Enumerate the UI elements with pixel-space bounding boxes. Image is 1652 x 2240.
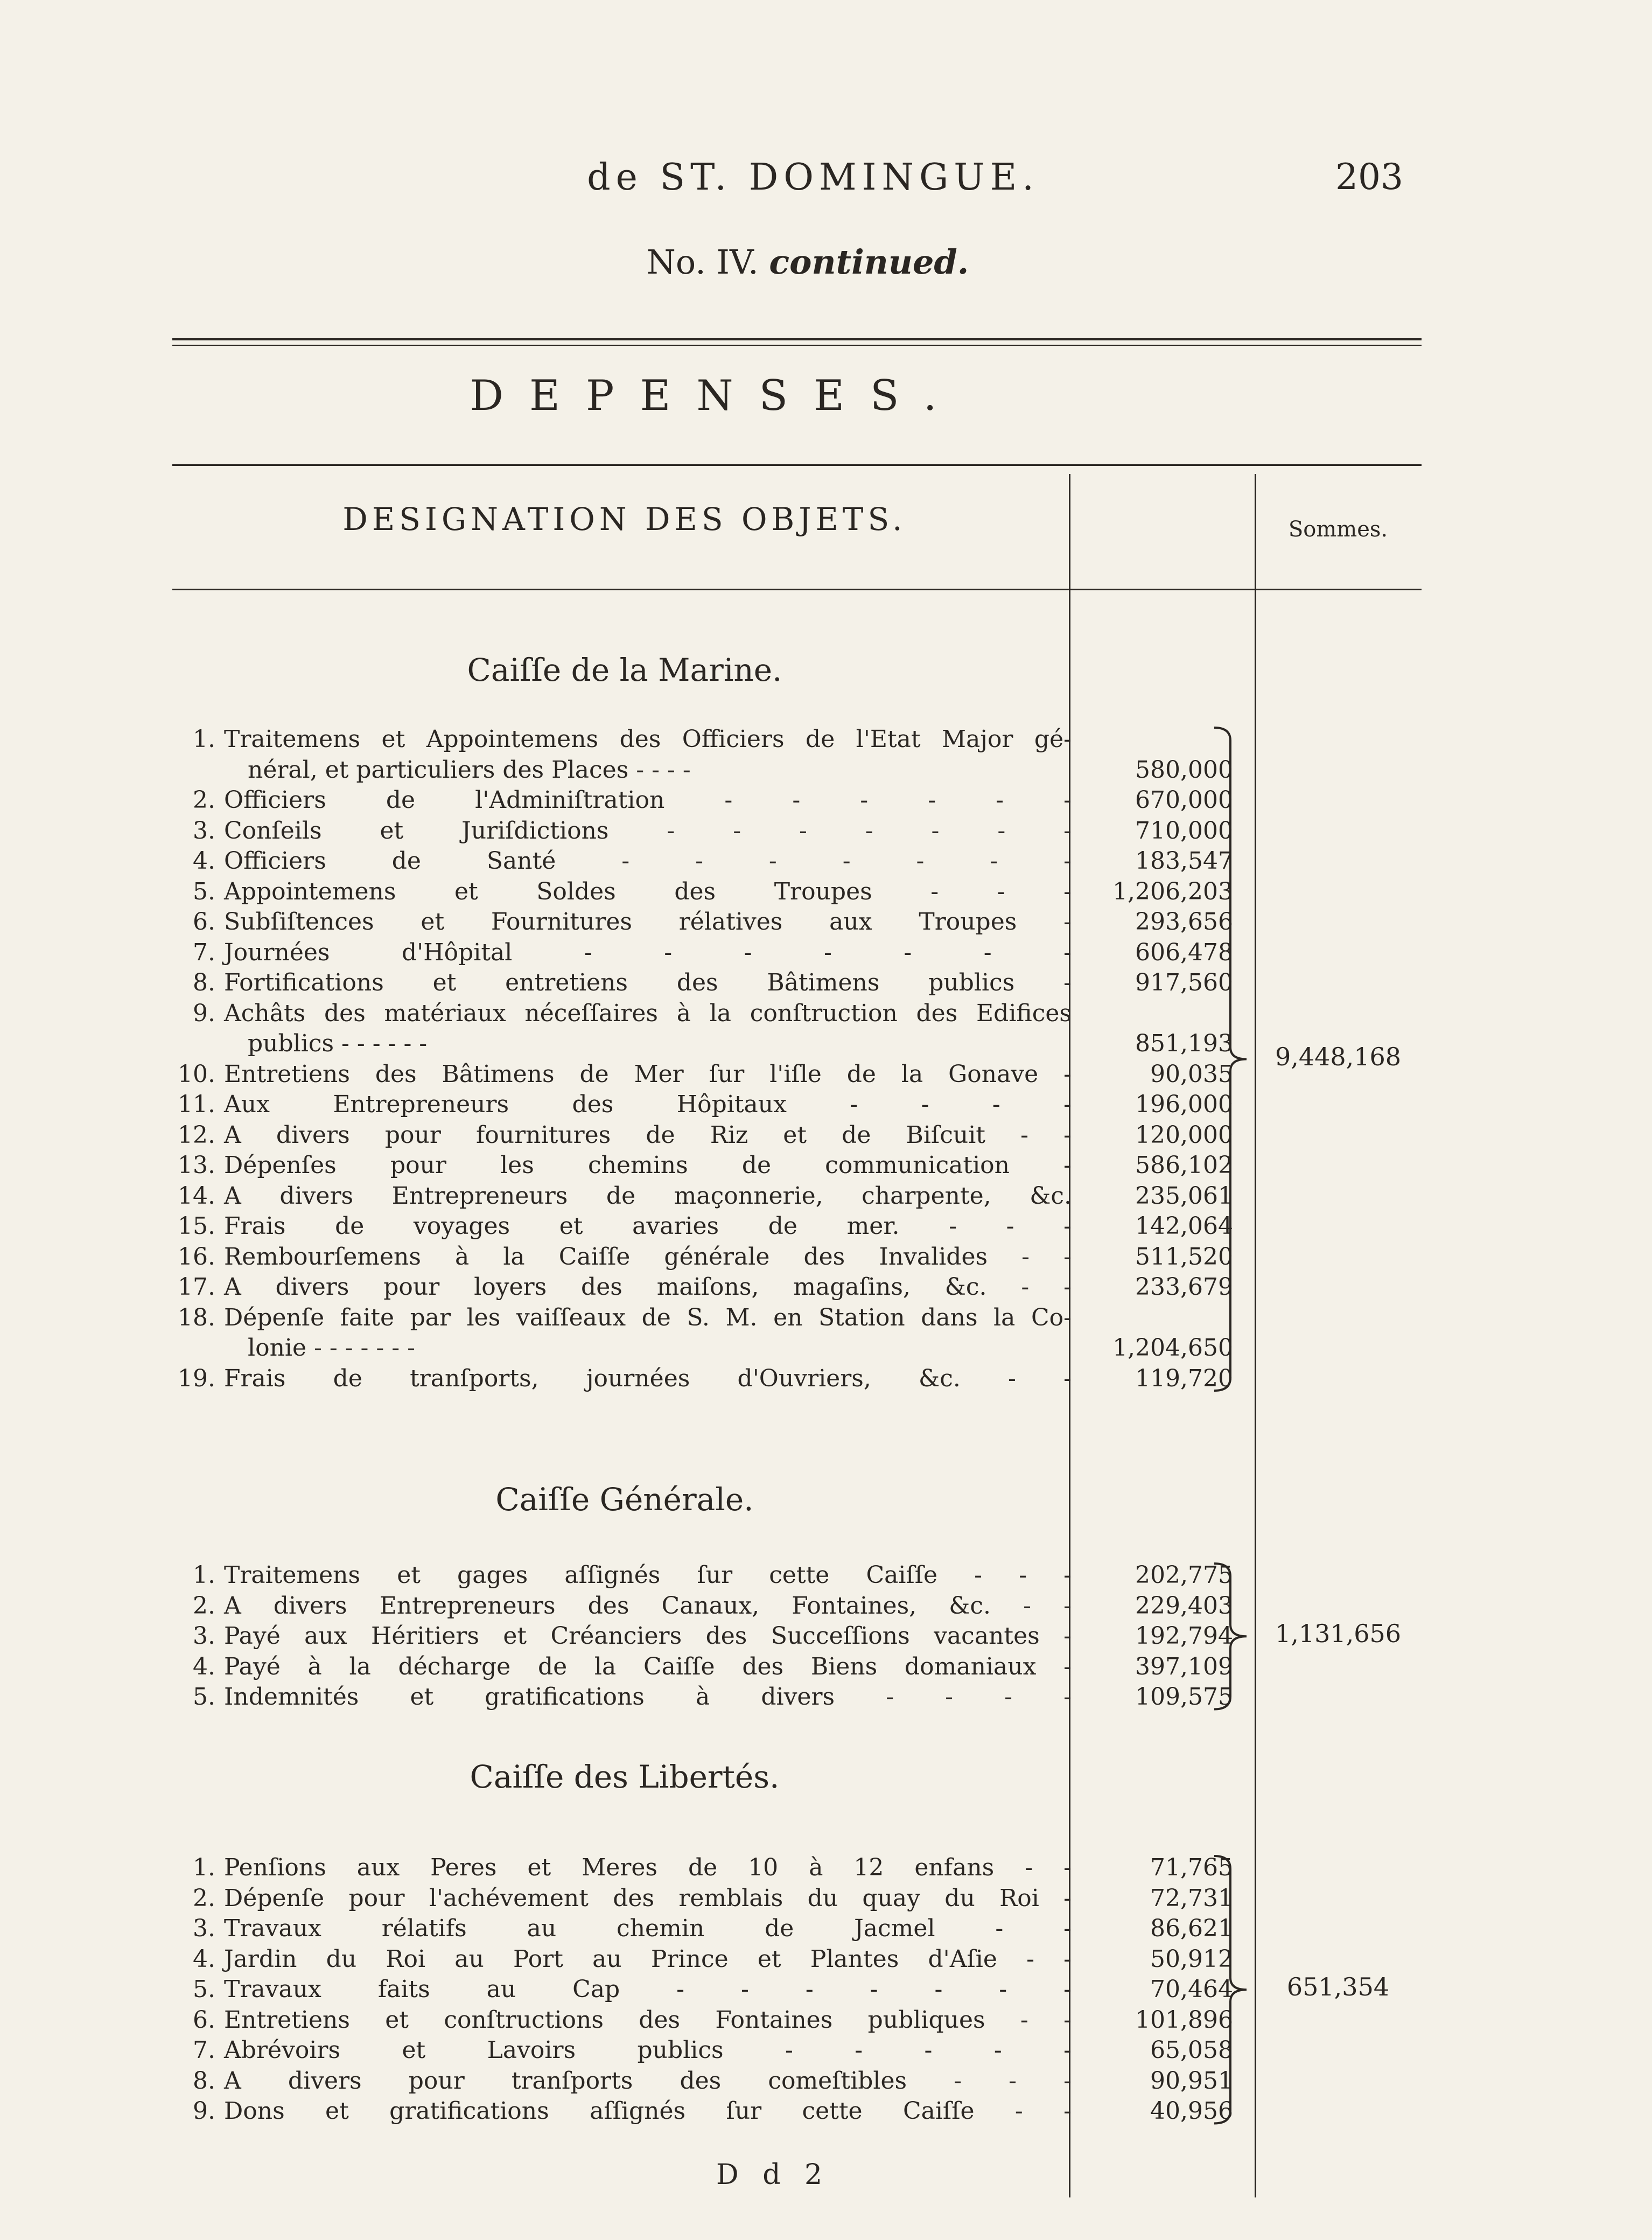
group-heading: Caiſſe Générale. — [495, 1481, 754, 1518]
item-number: 4. — [193, 1652, 215, 1680]
item-number: 1. — [193, 1561, 215, 1589]
item-description: Appointemens et Soldes des Troupes - - - — [224, 877, 1072, 905]
item-amount: 580,000 — [1135, 756, 1233, 784]
item-amount: 86,621 — [1150, 1915, 1233, 1942]
page-number: 203 — [1335, 156, 1403, 198]
item-description: Aux Entrepreneurs des Hôpitaux - - - - — [224, 1091, 1072, 1118]
sums-column-header: Sommes. — [1288, 517, 1388, 542]
item-number: 7. — [193, 2036, 215, 2064]
header-rule — [172, 589, 1422, 590]
table-number-label: No. IV. — [646, 242, 759, 282]
ledger-row — [172, 1974, 1233, 2005]
table-number — [619, 242, 996, 282]
item-number: 3. — [193, 1915, 215, 1942]
item-number: 1. — [193, 1854, 215, 1881]
item-amount: 120,000 — [1135, 1121, 1233, 1149]
item-amount: 71,765 — [1150, 1854, 1233, 1881]
section-title: DEPENSES. — [470, 372, 963, 420]
ledger-row — [172, 755, 1233, 785]
item-description: néral, et particuliers des Places - - - - — [248, 756, 691, 784]
item-description: Traitemens et gages aſſignés ſur cette Caiſſe - - - — [224, 1561, 1072, 1589]
item-number: 6. — [193, 908, 215, 936]
ledger-row — [172, 724, 1072, 755]
item-amount: 1,204,650 — [1112, 1334, 1233, 1362]
designation-column-header: DESIGNATION DES OBJETS. — [342, 501, 907, 538]
item-amount: 90,035 — [1150, 1060, 1233, 1088]
ledger-row — [172, 1272, 1233, 1302]
ledger-row — [172, 1853, 1233, 1883]
item-description: Dons et gratifications aſſignés ſur cette Caiſſe - - — [224, 2097, 1072, 2125]
group-heading: Caiſſe de la Marine. — [467, 652, 782, 688]
item-amount: 109,575 — [1135, 1683, 1233, 1711]
ledger-row — [172, 816, 1233, 846]
item-number: 5. — [193, 1976, 215, 2003]
item-amount: 70,464 — [1150, 1976, 1233, 2003]
item-amount: 65,058 — [1150, 2036, 1233, 2064]
item-number: 9. — [193, 2097, 215, 2125]
item-number: 19. — [178, 1364, 215, 1392]
item-number: 10. — [178, 1060, 215, 1088]
item-amount: 183,547 — [1135, 847, 1233, 875]
item-description: Payé aux Héritiers et Créanciers des Succeſſions vacantes - — [224, 1622, 1072, 1650]
item-description: Officiers de Santé - - - - - - - — [224, 847, 1072, 875]
item-number: 2. — [193, 786, 215, 814]
item-number: 2. — [193, 1884, 215, 1912]
item-amount: 710,000 — [1135, 817, 1233, 845]
item-description: Frais de voyages et avaries de mer. - - - — [224, 1212, 1072, 1240]
item-number: 6. — [193, 2006, 215, 2034]
item-number: 8. — [193, 2067, 215, 2095]
item-description: A divers Entrepreneurs des Canaux, Fontaines, &c. - - — [224, 1592, 1072, 1620]
item-amount: 72,731 — [1150, 1884, 1233, 1912]
item-number: 9. — [193, 999, 215, 1027]
group-heading: Caiſſe des Libertés. — [470, 1758, 780, 1795]
ledger-row — [172, 907, 1233, 937]
ledger-row — [172, 1591, 1233, 1621]
item-description: Travaux faits au Cap - - - - - - - — [224, 1976, 1072, 2003]
group-brace — [1209, 1560, 1252, 1713]
item-amount: 90,951 — [1150, 2067, 1233, 2095]
item-description: Conſeils et Juriſdictions - - - - - - - — [224, 817, 1072, 845]
ledger-row — [172, 1333, 1233, 1363]
item-amount: 233,679 — [1135, 1273, 1233, 1301]
item-amount: 119,720 — [1135, 1364, 1233, 1392]
item-amount: 235,061 — [1135, 1182, 1233, 1210]
item-description: Fortifications et entretiens des Bâtimens publics - — [224, 969, 1072, 996]
item-description: Dépenſe faite par les vaiſſeaux de S. M. en Station dans la Co- — [224, 1303, 1072, 1331]
ledger-row — [172, 785, 1233, 815]
ledger-row — [172, 1242, 1233, 1272]
item-amount: 101,896 — [1135, 2006, 1233, 2034]
item-description: Dépenſe pour l'achévement des remblais du quay du Roi - — [224, 1884, 1072, 1912]
ledger-row — [172, 938, 1233, 968]
item-description: Subſiſtences et Fournitures rélatives aux Troupes - — [224, 908, 1072, 936]
item-number: 3. — [193, 1622, 215, 1650]
ledger-row — [172, 1621, 1233, 1651]
item-description: Travaux rélatifs au chemin de Jacmel - - — [224, 1915, 1072, 1942]
ledger-row — [172, 1120, 1233, 1150]
item-amount: 229,403 — [1135, 1592, 1233, 1620]
ledger-row — [172, 2035, 1233, 2065]
item-number: 18. — [178, 1303, 215, 1331]
group-total: 1,131,656 — [1275, 1619, 1402, 1649]
ledger-row — [172, 1029, 1233, 1059]
ledger-row — [172, 1883, 1233, 1914]
ledger-row — [172, 846, 1233, 876]
item-number: 12. — [178, 1121, 215, 1149]
item-amount: 397,109 — [1135, 1652, 1233, 1680]
item-amount: 1,206,203 — [1112, 877, 1233, 905]
item-amount: 202,775 — [1135, 1561, 1233, 1589]
item-amount: 50,912 — [1150, 1945, 1233, 1973]
item-description: Journées d'Hôpital - - - - - - - — [224, 938, 1072, 966]
group-total: 651,354 — [1286, 1972, 1390, 2002]
top-rule — [172, 338, 1422, 340]
ledger-row — [172, 2096, 1233, 2126]
ledger-row — [172, 999, 1072, 1029]
ledger-row — [172, 877, 1233, 907]
ledger-row — [172, 1150, 1233, 1181]
item-description: Achâts des matériaux néceſſaires à la conſtruction des Edifices — [224, 999, 1072, 1027]
item-description: Traitemens et Appointemens des Officiers de l'Etat Major gé- — [224, 725, 1072, 753]
signature-mark: D d 2 — [716, 2159, 830, 2191]
ledger-row — [172, 1560, 1233, 1590]
group-brace — [1209, 724, 1252, 1394]
item-number: 17. — [178, 1273, 215, 1301]
item-number: 11. — [178, 1091, 215, 1118]
item-description: Indemnités et gratifications à divers - - - - — [224, 1683, 1072, 1711]
item-amount: 293,656 — [1135, 908, 1233, 936]
item-number: 15. — [178, 1212, 215, 1240]
item-number: 7. — [193, 938, 215, 966]
table-continued-label: continued. — [769, 242, 969, 282]
item-number: 13. — [178, 1152, 215, 1179]
ledger-row — [172, 1059, 1233, 1090]
item-description: Officiers de l'Adminiſtration - - - - - - — [224, 786, 1072, 814]
item-amount: 40,956 — [1150, 2097, 1233, 2125]
ledger-row — [172, 2005, 1233, 2035]
ledger-row — [172, 1303, 1072, 1333]
ledger-row — [172, 1914, 1233, 1944]
item-amount: 196,000 — [1135, 1091, 1233, 1118]
item-amount: 606,478 — [1135, 938, 1233, 966]
item-description: Entretiens et conſtructions des Fontaines publiques - - — [224, 2006, 1072, 2034]
group-brace — [1209, 1853, 1252, 2127]
ledger-row — [172, 968, 1233, 998]
item-number: 3. — [193, 817, 215, 845]
top-rule-thin — [172, 345, 1422, 346]
item-number: 4. — [193, 847, 215, 875]
running-head: de ST. DOMINGUE. — [587, 156, 1039, 199]
item-number: 2. — [193, 1592, 215, 1620]
item-amount: 192,794 — [1135, 1622, 1233, 1650]
ledger-row — [172, 1364, 1233, 1394]
ledger-row — [172, 1211, 1233, 1241]
ledger-row — [172, 1682, 1233, 1712]
item-description: Frais de tranſports, journées d'Ouvriers, &c. - - — [224, 1364, 1072, 1392]
sums-column-rule — [1255, 474, 1256, 2197]
item-description: Entretiens des Bâtimens de Mer ſur l'iſle de la Gonave - — [224, 1060, 1072, 1088]
item-number: 4. — [193, 1945, 215, 1973]
title-rule — [172, 464, 1422, 466]
item-description: A divers pour loyers des maiſons, magaſins, &c. - - — [224, 1273, 1072, 1301]
item-description: Penſions aux Peres et Meres de 10 à 12 enfans - - — [224, 1854, 1072, 1881]
group-total: 9,448,168 — [1275, 1042, 1402, 1071]
item-amount: 917,560 — [1135, 969, 1233, 996]
item-amount: 851,193 — [1135, 1030, 1233, 1057]
ledger-row — [172, 1652, 1233, 1682]
item-number: 16. — [178, 1243, 215, 1271]
ledger-row — [172, 1944, 1233, 1974]
ledger-row — [172, 1181, 1233, 1211]
item-amount: 142,064 — [1135, 1212, 1233, 1240]
item-description: A divers pour fournitures de Riz et de Biſcuit - - — [224, 1121, 1072, 1149]
item-amount: 670,000 — [1135, 786, 1233, 814]
item-description: Abrévoirs et Lavoirs publics - - - - - — [224, 2036, 1072, 2064]
item-description: lonie - - - - - - - — [248, 1334, 415, 1362]
item-description: Payé à la décharge de la Caiſſe des Biens domaniaux - — [224, 1652, 1072, 1680]
item-number: 5. — [193, 877, 215, 905]
item-number: 14. — [178, 1182, 215, 1210]
item-description: Rembourſemens à la Caiſſe générale des Invalides - - — [224, 1243, 1072, 1271]
item-description: Dépenſes pour les chemins de communication - — [224, 1152, 1072, 1179]
ledger-row — [172, 1090, 1233, 1120]
item-amount: 586,102 — [1135, 1152, 1233, 1179]
item-number: 8. — [193, 969, 215, 996]
item-amount: 511,520 — [1135, 1243, 1233, 1271]
item-description: Jardin du Roi au Port au Prince et Plantes d'Aſie - - — [224, 1945, 1072, 1973]
item-number: 1. — [193, 725, 215, 753]
item-description: publics - - - - - - — [248, 1030, 428, 1057]
ledger-row — [172, 2066, 1233, 2096]
item-number: 5. — [193, 1683, 215, 1711]
item-description: A divers Entrepreneurs de maçonnerie, charpente, &c. — [224, 1182, 1072, 1210]
item-description: A divers pour tranſports des comeſtibles - - - — [224, 2067, 1072, 2095]
